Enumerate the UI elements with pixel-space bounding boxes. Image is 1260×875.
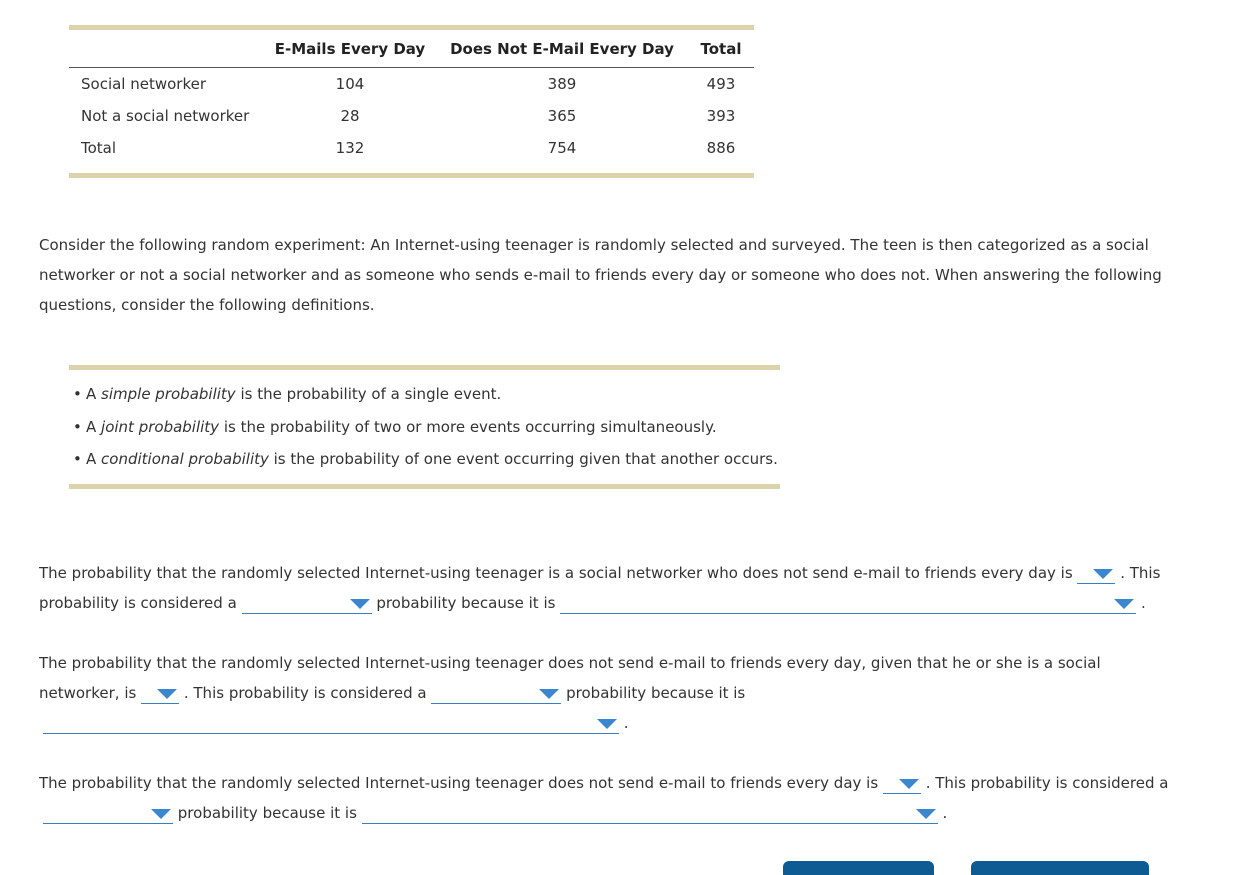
definition-item: • A simple probability is the probability of a single event. xyxy=(86,378,780,411)
chevron-down-icon xyxy=(151,809,171,819)
question-line: networker, is . This probability is considered a probability because it is xyxy=(39,684,746,702)
cell-does-not-email: 389 xyxy=(547,75,577,93)
header-does-not-email: Does Not E-Mail Every Day xyxy=(450,39,674,58)
data-table xyxy=(69,30,754,164)
cell-emails-every-day: 28 xyxy=(340,107,360,125)
q1-reason-dropdown[interactable] xyxy=(560,593,1136,614)
q2-reason-dropdown[interactable] xyxy=(43,713,619,734)
chevron-down-icon xyxy=(539,689,559,699)
table-row xyxy=(69,132,754,164)
intro-line: Consider the following random experiment: An Internet-using teenager is randomly selected and surveyed. The teen is then categorized as a social xyxy=(39,236,1149,254)
table-header-row xyxy=(69,30,754,68)
q1-type-dropdown[interactable] xyxy=(242,593,372,614)
q2-value-dropdown[interactable] xyxy=(141,683,179,704)
definition-item: • A joint probability is the probability of two or more events occurring simultaneously. xyxy=(86,411,780,444)
cell-total: 493 xyxy=(706,75,736,93)
cell-emails-every-day: 132 xyxy=(335,139,365,157)
chevron-down-icon xyxy=(916,809,936,819)
header-total: Total xyxy=(700,39,742,58)
chevron-down-icon xyxy=(350,599,370,609)
q3-reason-dropdown[interactable] xyxy=(362,803,938,824)
cell-does-not-email: 365 xyxy=(547,107,577,125)
q3-type-dropdown[interactable] xyxy=(43,803,173,824)
row-label: Total xyxy=(81,139,117,157)
table-row xyxy=(69,100,754,132)
row-label: Social networker xyxy=(81,75,207,93)
action-button-right[interactable] xyxy=(971,861,1149,875)
chevron-down-icon xyxy=(899,779,919,789)
definition-term: joint probability xyxy=(101,417,220,436)
question-line: probability because it is . xyxy=(39,798,1199,828)
definition-term: conditional probability xyxy=(101,450,269,468)
chevron-down-icon xyxy=(1114,599,1134,609)
question-line: The probability that the randomly selected Internet-using teenager does not send e-mail to friends every day is . This probability is considered a xyxy=(39,774,1169,792)
header-emails-every-day: E-Mails Every Day xyxy=(274,39,426,58)
q3-value-dropdown[interactable] xyxy=(883,773,921,794)
table-bottom-rule xyxy=(69,173,754,178)
chevron-down-icon xyxy=(597,719,617,729)
chevron-down-icon xyxy=(157,689,177,699)
definitions-bottom-rule xyxy=(69,484,780,489)
action-button-left[interactable] xyxy=(783,861,934,875)
q2-type-dropdown[interactable] xyxy=(431,683,561,704)
question-3 xyxy=(39,768,1199,828)
definition-term: simple probability xyxy=(101,385,236,403)
definitions-box xyxy=(69,365,780,489)
q1-value-dropdown[interactable] xyxy=(1077,563,1115,584)
header-blank xyxy=(69,30,264,68)
definition-item: • A conditional probability is the probability of one event occurring given that another occurs. xyxy=(86,443,780,476)
cell-emails-every-day: 104 xyxy=(335,75,365,93)
cell-does-not-email: 754 xyxy=(547,139,577,157)
question-line: . xyxy=(39,708,1199,738)
question-line: The probability that the randomly selected Internet-using teenager does not send e-mail to friends every day, given that he or she is a social xyxy=(39,654,1101,672)
chevron-down-icon xyxy=(1093,569,1113,579)
row-label: Not a social networker xyxy=(81,107,250,125)
intro-line: questions, consider the following definitions. xyxy=(39,296,375,314)
cell-total: 393 xyxy=(706,107,736,125)
question-1 xyxy=(39,558,1199,618)
question-line: The probability that the randomly selected Internet-using teenager is a social networker who does not send e-mail to friends every day is . This xyxy=(39,564,1161,582)
table-row xyxy=(69,68,754,101)
intro-line: networker or not a social networker and as someone who sends e-mail to friends every day or someone who does not. When answering the following xyxy=(39,266,1162,284)
question-2 xyxy=(39,648,1199,738)
intro-paragraph xyxy=(39,230,1184,320)
contingency-table xyxy=(69,25,754,178)
definitions-list xyxy=(69,370,780,484)
question-line: probability is considered a probability because it is . xyxy=(39,594,1146,612)
cell-total: 886 xyxy=(706,139,736,157)
